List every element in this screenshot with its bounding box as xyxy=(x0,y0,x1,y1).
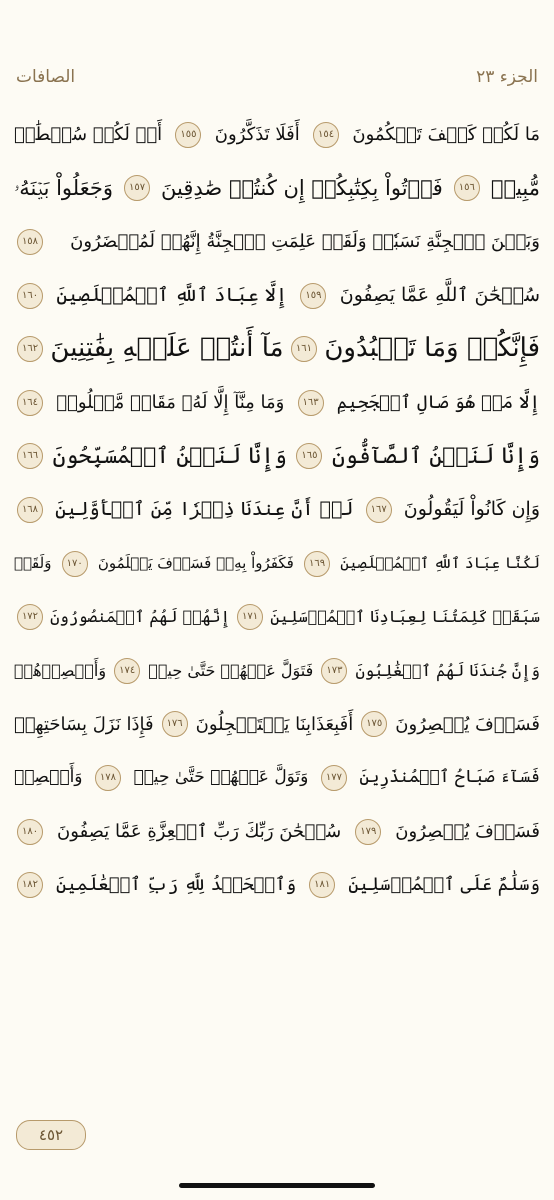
verse-text[interactable]: أَفَلَا تَذَكَّرُونَ xyxy=(214,124,300,145)
verse-text[interactable]: أَمۡ لَكُمۡ سُلۡطَٰنٞ xyxy=(14,124,163,145)
text-line xyxy=(14,858,540,912)
text-line xyxy=(14,805,540,859)
ayah-number-marker[interactable]: ١٧٥ xyxy=(361,711,387,737)
verse-text[interactable]: سَبَقَتۡ كَلِمَتُنَا لِعِبَادِنَا ٱلۡمُرۡسَلِينَ xyxy=(270,607,540,627)
juz-label[interactable]: الجزء ٢٣ xyxy=(476,67,538,87)
text-line xyxy=(14,590,540,644)
verse-text[interactable]: وَبَيۡنَ ٱلۡجِنَّةِ نَسَبٗاۚ وَلَقَدۡ عَلِمَتِ ٱلۡجِنَّةُ إِنَّهُمۡ لَمُحۡضَرُونَ xyxy=(70,231,540,253)
ayah-number-marker[interactable]: ١٥٩ xyxy=(300,283,326,309)
page-header xyxy=(16,62,538,92)
text-line xyxy=(14,215,540,269)
verse-text[interactable]: وَإِن كَانُواْ لَيَقُولُونَ xyxy=(403,498,540,521)
ayah-number-marker[interactable]: ١٦٦ xyxy=(17,443,43,469)
ayah-number-marker[interactable]: ١٧٨ xyxy=(95,765,121,791)
verse-text[interactable]: وَإِنَّا لَنَحۡنُ ٱلۡمُسَبِّحُونَ xyxy=(52,443,287,469)
ayah-number-marker[interactable]: ١٧٧ xyxy=(321,765,347,791)
ayah-number-marker[interactable]: ١٦٩ xyxy=(304,551,330,577)
verse-text[interactable]: فَأۡتُواْ بِكِتَٰبِكُمۡ إِن كُنتُمۡ صَٰدِقِينَ xyxy=(161,175,443,200)
surah-name[interactable]: الصافات xyxy=(16,67,76,87)
ayah-number-marker[interactable]: ١٥٥ xyxy=(175,122,201,148)
text-line xyxy=(14,537,540,591)
verse-text[interactable]: وَتَوَلَّ عَنۡهُمۡ حَتَّىٰ حِينٖ xyxy=(133,767,309,788)
verse-text[interactable]: لَكُنَّا عِبَادَ ٱللَّهِ ٱلۡمُخۡلَصِينَ xyxy=(340,553,540,572)
text-line xyxy=(14,162,540,216)
verse-text[interactable]: أَفَبِعَذَابِنَا يَسۡتَعۡجِلُونَ xyxy=(195,713,354,735)
text-line xyxy=(14,483,540,537)
verse-text[interactable]: وَإِنَّ جُندَنَا لَهُمُ ٱلۡغَٰلِبُونَ xyxy=(355,660,540,680)
text-line xyxy=(14,322,540,376)
verse-text[interactable]: إِلَّا عِبَادَ ٱللَّهِ ٱلۡمُخۡلَصِينَ xyxy=(56,283,288,306)
ayah-number-marker[interactable]: ١٦١ xyxy=(291,336,317,362)
verse-text[interactable]: وَلَقَدۡ xyxy=(14,553,52,572)
verse-text[interactable]: وَمَا مِنَّآ إِلَّا لَهُۥ مَقَامٞ مَّعۡلُومٞ xyxy=(56,391,285,413)
text-line xyxy=(14,269,540,323)
text-line xyxy=(14,751,540,805)
verse-text[interactable]: مُّبِينٞ xyxy=(490,175,540,200)
verse-text[interactable]: فَإِنَّكُمۡ وَمَا تَعۡبُدُونَ xyxy=(324,333,540,364)
verse-text[interactable]: فَسَآءَ صَبَاحُ ٱلۡمُنذَرِينَ xyxy=(359,767,540,788)
ayah-number-marker[interactable]: ١٧٩ xyxy=(355,819,381,845)
ayah-number-marker[interactable]: ١٨٢ xyxy=(17,872,43,898)
ayah-number-marker[interactable]: ١٧٢ xyxy=(17,604,43,630)
verse-text[interactable]: وَأَبۡصِرۡهُمۡ xyxy=(14,660,107,680)
ayah-number-marker[interactable]: ١٧٦ xyxy=(162,711,188,737)
verse-text[interactable]: فَتَوَلَّ عَنۡهُمۡ حَتَّىٰ حِينٖ xyxy=(148,660,314,680)
verse-text[interactable]: فَإِذَا نَزَلَ بِسَاحَتِهِمۡ xyxy=(14,713,154,735)
ayah-number-marker[interactable]: ١٥٨ xyxy=(17,229,43,255)
quran-page-text xyxy=(14,108,540,912)
ayah-number-marker[interactable]: ١٥٤ xyxy=(313,122,339,148)
ayah-number-marker[interactable]: ١٧٣ xyxy=(321,658,347,684)
verse-text[interactable]: وَسَلَٰمٌ عَلَى ٱلۡمُرۡسَلِينَ xyxy=(348,874,540,896)
ayah-number-marker[interactable]: ١٧٤ xyxy=(114,658,140,684)
text-line xyxy=(14,644,540,698)
ayah-number-marker[interactable]: ١٥٦ xyxy=(454,175,480,201)
verse-text[interactable]: وَٱلۡحَمۡدُ لِلَّهِ رَبِّ ٱلۡعَٰلَمِينَ xyxy=(56,874,297,896)
verse-text[interactable]: مَآ أَنتُمۡ عَلَيۡهِ بِفَٰتِنِينَ xyxy=(50,333,284,364)
ayah-number-marker[interactable]: ١٦٥ xyxy=(296,443,322,469)
text-line xyxy=(14,430,540,484)
verse-text[interactable]: وَإِنَّا لَنَحۡنُ ٱلصَّآفُّونَ xyxy=(332,443,540,469)
text-line xyxy=(14,376,540,430)
ayah-number-marker[interactable]: ١٦٨ xyxy=(17,497,43,523)
verse-text[interactable]: وَجَعَلُواْ بَيۡنَهُۥ xyxy=(14,175,113,200)
verse-text[interactable]: فَسَوۡفَ يُبۡصِرُونَ xyxy=(395,713,540,735)
verse-text[interactable]: إِنَّهُمۡ لَهُمُ ٱلۡمَنصُورُونَ xyxy=(50,607,230,627)
ayah-number-marker[interactable]: ١٨٠ xyxy=(17,819,43,845)
verse-text[interactable]: فَسَوۡفَ يُبۡصِرُونَ xyxy=(395,820,540,842)
ayah-number-marker[interactable]: ١٥٧ xyxy=(124,175,150,201)
ayah-number-marker[interactable]: ١٦٣ xyxy=(298,390,324,416)
ayah-number-marker[interactable]: ١٨١ xyxy=(309,872,335,898)
verse-text[interactable]: لَوۡ أَنَّ عِندَنَا ذِكۡرٗا مِّنَ ٱلۡأَوَّلِينَ xyxy=(55,498,354,521)
ayah-number-marker[interactable]: ١٧١ xyxy=(237,604,263,630)
verse-text[interactable]: سُبۡحَٰنَ ٱللَّهِ عَمَّا يَصِفُونَ xyxy=(339,283,540,306)
verse-text[interactable]: إِلَّا مَنۡ هُوَ صَالِ ٱلۡجَحِيمِ xyxy=(336,391,540,413)
ayah-number-marker[interactable]: ١٦٠ xyxy=(17,283,43,309)
ayah-number-marker[interactable]: ١٧٠ xyxy=(62,551,88,577)
ayah-number-marker[interactable]: ١٦٧ xyxy=(366,497,392,523)
text-line xyxy=(14,108,540,162)
page-number-badge[interactable]: ٤٥٢ xyxy=(16,1120,86,1150)
verse-text[interactable]: وَأَبۡصِرۡ xyxy=(14,767,83,788)
ayah-number-marker[interactable]: ١٦٤ xyxy=(17,390,43,416)
home-indicator[interactable] xyxy=(179,1183,375,1188)
text-line xyxy=(14,698,540,752)
verse-text[interactable]: مَا لَكُمۡ كَيۡفَ تَحۡكُمُونَ xyxy=(352,124,540,145)
verse-text[interactable]: فَكَفَرُواْ بِهِۦۖ فَسَوۡفَ يَعۡلَمُونَ xyxy=(97,553,294,572)
verse-text[interactable]: سُبۡحَٰنَ رَبِّكَ رَبِّ ٱلۡعِزَّةِ عَمَّا يَصِفُونَ xyxy=(57,820,342,842)
ayah-number-marker[interactable]: ١٦٢ xyxy=(17,336,43,362)
